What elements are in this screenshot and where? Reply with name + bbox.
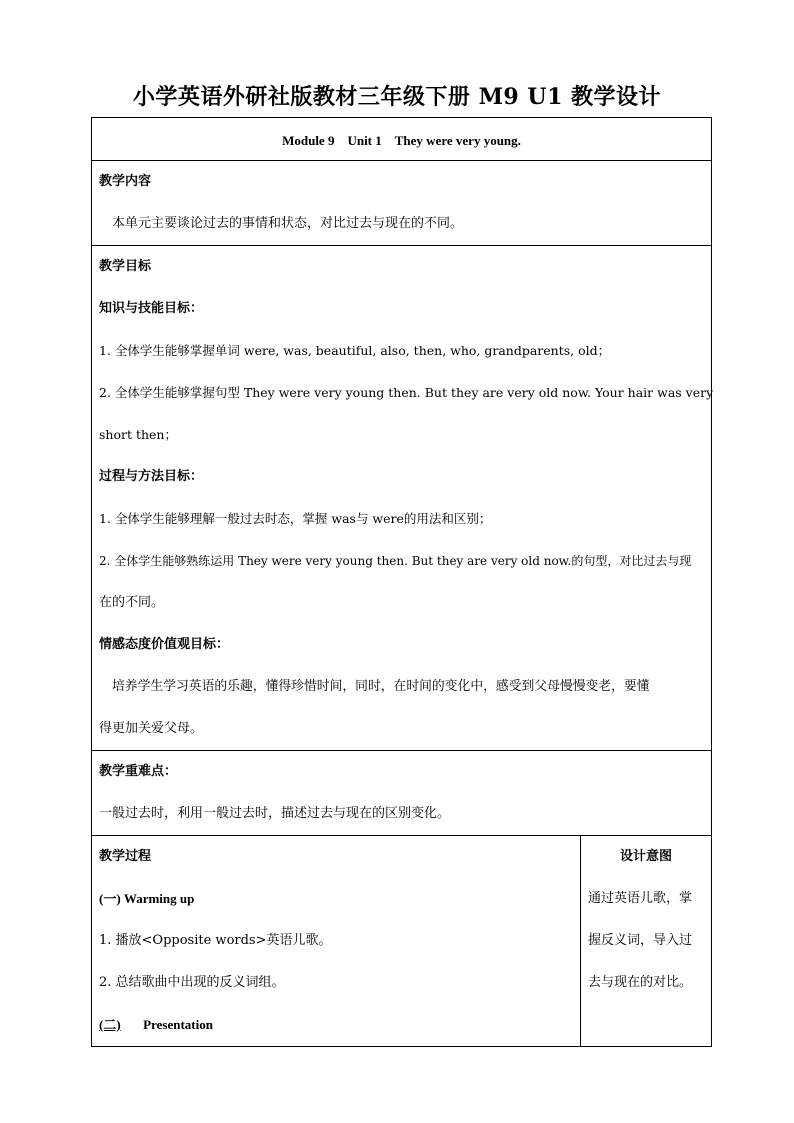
process-goal-item-2: 2. 全体学生能够熟练运用 They were very young then. But they are very old now.的句型，对比过去与现 bbox=[99, 554, 692, 568]
process-section bbox=[92, 836, 712, 1047]
content-section bbox=[92, 161, 712, 246]
process-goal-item-1: 1. 全体学生能够理解一般过去时态，掌握 was与 were的用法和区别； bbox=[99, 511, 492, 526]
emotion-goal-text: 培养学生学习英语的乐趣，懂得珍惜时间，同时，在时间的变化中，感受到父母慢慢变老，要懂 bbox=[112, 679, 650, 694]
knowledge-item-1: 1. 全体学生能够掌握单词 were, was, beautiful, also, then, who, grandparents, old； bbox=[99, 343, 611, 358]
knowledge-item-2-continued: short then； bbox=[99, 427, 177, 442]
process-goal-heading: 过程与方法目标： bbox=[99, 469, 204, 484]
intent-line-3: 去与现在的对比。 bbox=[588, 975, 693, 990]
process-heading: 教学过程 bbox=[99, 849, 152, 864]
intent-line-1: 通过英语儿歌，掌 bbox=[588, 891, 693, 906]
content-body: 本单元主要谈论过去的事情和状态，对比过去与现在的不同。 bbox=[112, 216, 464, 231]
warming-up-item-1: 1. 播放<Opposite words>英语儿歌。 bbox=[99, 933, 332, 948]
objectives-heading: 教学目标 bbox=[99, 259, 152, 274]
content-heading: 教学内容 bbox=[99, 174, 152, 189]
lesson-plan-table bbox=[91, 117, 712, 1047]
lesson-header-row bbox=[92, 118, 712, 161]
presentation-heading bbox=[99, 1004, 573, 1046]
emotion-goal-text-continued: 得更加关爱父母。 bbox=[99, 721, 204, 736]
presentation-marker: (二) bbox=[99, 1017, 121, 1032]
emotion-goal-heading: 情感态度价值观目标： bbox=[99, 637, 230, 652]
key-points-heading: 教学重难点： bbox=[99, 764, 178, 779]
key-points-body: 一般过去时，利用一般过去时，描述过去与现在的区别变化。 bbox=[99, 806, 451, 821]
intent-line-2: 握反义词，导入过 bbox=[588, 933, 693, 948]
knowledge-item-2: 2. 全体学生能够掌握句型 They were very young then. But they are very old now. Your hair was very bbox=[99, 385, 714, 400]
warming-up-item-2: 2. 总结歌曲中出现的反义词组。 bbox=[99, 975, 285, 990]
intent-text bbox=[588, 878, 704, 1004]
intent-heading: 设计意图 bbox=[619, 849, 672, 864]
knowledge-heading: 知识与技能目标： bbox=[99, 301, 204, 316]
key-points-section bbox=[92, 751, 712, 836]
objectives-section bbox=[92, 246, 712, 751]
document-title: 小学英语外研社版教材三年级下册 M9 U1 教学设计 bbox=[132, 84, 662, 110]
process-goal-item-2-continued: 在的不同。 bbox=[99, 595, 165, 610]
warming-up-heading: (一) Warming up bbox=[99, 891, 195, 906]
presentation-label: Presentation bbox=[143, 1017, 213, 1032]
lesson-header: Module 9 Unit 1 They were very young. bbox=[92, 118, 712, 161]
